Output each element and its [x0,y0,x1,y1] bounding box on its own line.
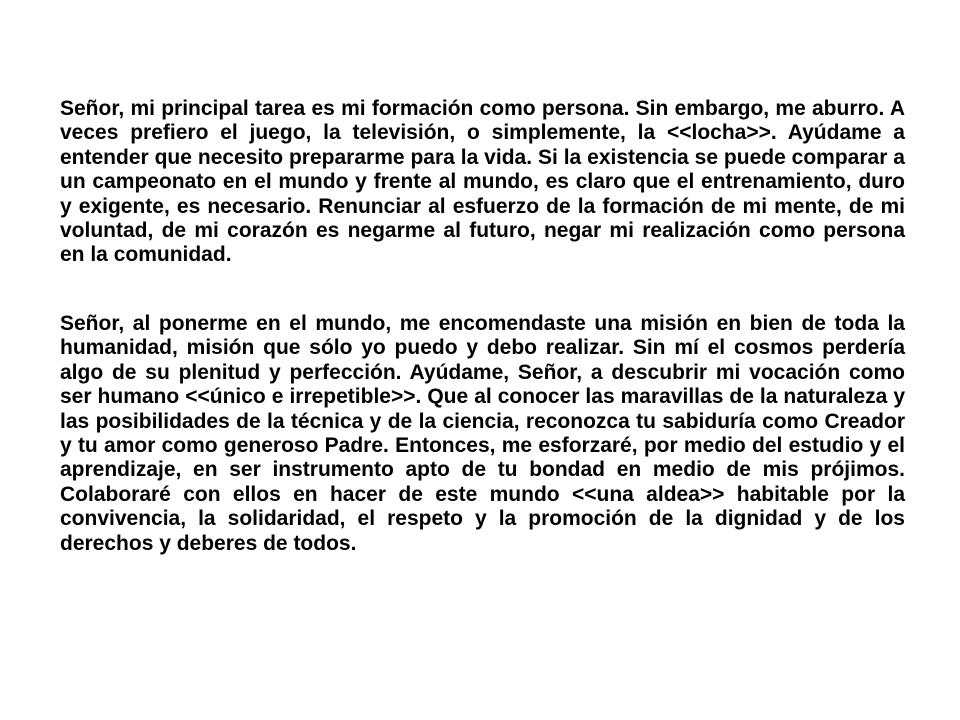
paragraph-formation: Señor, mi principal tarea es mi formación como persona. Sin embargo, me aburro. A veces prefiero el juego, la televisión, o simplemente, la <<locha>>. Ayúdame a entender que necesito prepararme para la vida. Si la existencia se puede comparar a un campeonato en el mundo y frente al mundo, es claro que el entrenamiento, duro y exigente, es necesario. Renunciar al esfuerzo de la formación de mi mente, de mi voluntad, de mi corazón es negarme al futuro, negar mi realización como persona en la comunidad. [60,97,905,267]
paragraph-mission: Señor, al ponerme en el mundo, me encomendaste una misión en bien de toda la humanidad, misión que sólo yo puedo y debo realizar. Sin mí el cosmos perdería algo de su plenitud y perfección. Ayúdame, Señor, a descubrir mi vocación como ser humano <<único e irrepetible>>. Que al conocer las maravillas de la naturaleza y las posibilidades de la técnica y de la ciencia, reconozca tu sabiduría como Creador y tu amor como generoso Padre. Entonces, me esforzaré, por medio del estudio y el aprendizaje, en ser instrumento apto de tu bondad en medio de mis prójimos. Colaboraré con ellos en hacer de este mundo <<una aldea>> habitable por la convivencia, la solidaridad, el respeto y la promoción de la dignidad y de los derechos y deberes de todos. [60,312,905,555]
